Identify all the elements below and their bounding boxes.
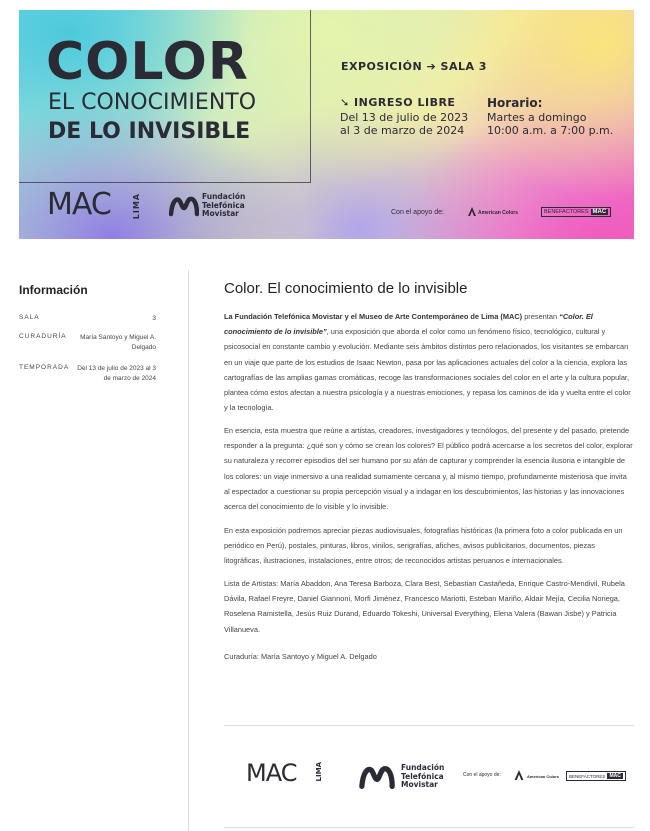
fundacion-line2: Telefónica <box>202 200 245 210</box>
american-colors-label: American Colors <box>478 210 519 216</box>
intro-italic-title: “Color. El conocimiento de lo invisible” <box>224 312 593 337</box>
banner-subtitle-line2: DE LO INVISIBLE <box>48 119 251 144</box>
sidebar-title: Información <box>19 283 88 297</box>
footer-divider-bottom <box>224 827 634 828</box>
info-value: Del 13 de julio de 2023 al 3 de marzo de 2024 <box>77 365 156 382</box>
footer-american-colors-icon <box>514 770 524 780</box>
paragraph-curaduria: Curaduría: María Santoyo y Miguel A. Delgado <box>224 652 377 661</box>
paragraph-essence: En esencia, esta muestra que reúne a artistas, creadores, investigadores y tecnólogos, del presente y del pasado, pretende responder a la pregunta: ¿qué son y cómo se crean los colores? El público podrá acercarse a los secretos del color, explorar su naturaleza y recorrer episodios del ser humano por su afán de capturar y comprender la esencia ilusoria e intangible de los colores: un viaje inmersivo a una realidad sumamente cercana y, al mismo tiempo, profundamente misteriosa que invita al espectador a cuestionar su propia percepción visual y a indagar en los descubrimientos, las historias y las innovaciones acerca del conocimiento de lo visible y lo invisible. <box>224 426 633 512</box>
footer-mac-lima-label: LIMA <box>315 762 323 782</box>
banner-title: COLOR <box>46 32 249 92</box>
intro-mid-text: presentan <box>522 312 560 321</box>
banner-dates <box>340 111 468 137</box>
footer-fundacion-telefonica-logo <box>401 764 444 790</box>
banner-dates-line1: Del 13 de julio de 2023 <box>340 111 469 124</box>
page-title: Color. El conocimiento de lo invisible <box>224 280 468 297</box>
banner-horario-line1: Martes a domingo <box>487 111 587 124</box>
footer-fundacion-line1: Fundación <box>401 763 445 772</box>
fundacion-line1: Fundación <box>202 192 246 201</box>
exhibition-banner <box>19 10 634 239</box>
banner-exposicion: EXPOSICIÓN ➔ SALA 3 <box>341 60 487 73</box>
info-label: CURADURÍA <box>19 333 67 340</box>
banner-frame-horizontal-line <box>19 182 311 183</box>
banner-dates-line2: al 3 de marzo de 2024 <box>340 124 465 137</box>
footer-benefactores-label: BENEFACTORES <box>569 773 606 779</box>
info-label: SALA <box>19 314 40 321</box>
banner-ingreso: ➘ INGRESO LIBRE <box>340 96 456 109</box>
benefactores-label: BENEFACTORES <box>544 209 589 215</box>
footer-benefactores-mac-label: MAC <box>609 773 621 779</box>
banner-horario-label: Horario: <box>487 96 543 110</box>
movistar-m-icon <box>169 194 199 218</box>
banner-frame-vertical-line <box>310 10 311 182</box>
footer-divider-top <box>224 725 634 726</box>
american-colors-icon <box>468 207 476 216</box>
paragraph-pieces: En esta exposición podremos apreciar piezas audiovisuales, fotografías históricas (la primera foto a color publicada en un periódico en Perú), postales, pinturas, libros, vinilos, serigrafías, afiches, avisos publicitarios, documentos, piezas litográficas, ilustraciones, instalaciones, entre otros; de reconocidos artistas peruanos e internacionales. <box>224 526 623 566</box>
footer-fundacion-line3: Movistar <box>401 780 438 789</box>
mac-logo: MAC <box>47 187 111 222</box>
mac-lima-label: LIMA <box>132 193 141 220</box>
intro-bold-text: La Fundación Telefónica Movistar y el Museo de Arte Contemporáneo de Lima (MAC) <box>224 312 523 321</box>
banner-horario-line2: 10:00 a.m. a 7:00 p.m. <box>487 124 614 137</box>
info-value: María Santoyo y Miguel A. Delgado <box>80 334 156 351</box>
fundacion-telefonica-logo <box>202 193 245 219</box>
info-label: TEMPORADA <box>19 364 70 371</box>
banner-subtitle-line1: EL CONOCIMIENTO <box>48 90 257 115</box>
paragraph-intro <box>224 309 634 415</box>
fundacion-line3: Movistar <box>202 209 239 218</box>
info-value: 3 <box>152 315 156 322</box>
footer-benefactores-mac-logo <box>566 771 626 781</box>
banner-horario <box>487 111 613 137</box>
footer-fundacion-line2: Telefónica <box>401 771 444 781</box>
intro-rest-text: , una exposición que aborda el color como un fenómeno físico, tecnológico, cultural y psicosocial en constante cambio y evolución. Mediante seis ámbitos distintos pero relacionados, los visitantes se embarcan en un viaje que parte de los estudios de Isaac Newton, pasa por las aplicaciones actuales del color a la ciencia, explora las cartografías de las amplias gamas cromáticas, recoge las transformaciones sociales del color en el arte y la cultura popular, plantea cómo estos afectan a nuestra psicología y a nuestras emociones, y repasa los caminos de ida y vuelta entre el color y la tecnología. <box>224 327 631 413</box>
benefactores-mac-label: MAC <box>592 209 607 215</box>
footer-apoyo-label: Con el apoyo de: <box>463 772 501 778</box>
sidebar-divider <box>188 270 189 831</box>
footer-american-colors-label: American Colors <box>527 774 560 779</box>
footer-movistar-m-icon <box>359 763 395 791</box>
banner-apoyo-label: Con el apoyo de: <box>391 209 444 216</box>
benefactores-mac-logo <box>541 207 611 217</box>
paragraph-artists: Lista de Artistas: María Abaddon, Ana Teresa Barboza, Clara Best, Sebastian Castañeda, Enrique Castro-Mendivil, Rubela Dávila, Rafael Freyre, Daniel Giannoni, Morfi Jiménez, Francesco Mariotti, Esteban Mariño, Aldair Mejía, Cecilia Noriega, Roselena Ramistella, Jesús Ruiz Durand, Eduardo Tokeshi, Universal Everything, Elena Valera (Bawan Jisbe) y Patricia Villanueva. <box>224 579 625 634</box>
footer-mac-logo: MAC <box>246 759 297 787</box>
